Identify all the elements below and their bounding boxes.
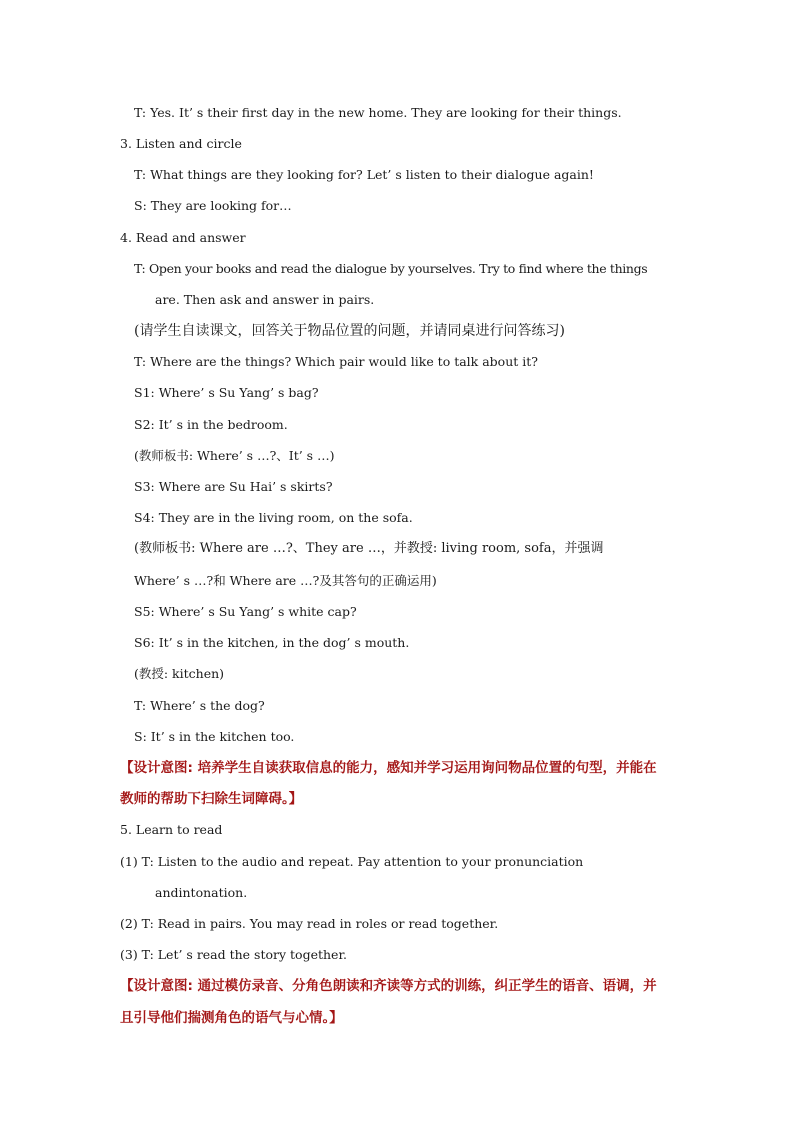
step-line: (1) T: Listen to the audio and repeat. Pay attention to your pronunciation [120,854,584,869]
student-line: S4: They are in the living room, on the sofa. [134,510,413,525]
teacher-line: T: Open your books and read the dialogue by yourselves. Try to find where the things [134,261,648,276]
board-note: (教师板书: Where’ s …?、It’ s …) [134,448,335,463]
student-line: S1: Where’ s Su Yang’ s bag? [134,385,319,400]
design-intent-note-continued: 且引导他们揣测角色的语气与心情。】 [120,1010,343,1026]
teacher-line: T: Where are the things? Which pair would like to talk about it? [134,354,538,369]
teaching-note: (教授: kitchen) [134,666,225,681]
student-line: S: It’ s in the kitchen too. [134,729,295,744]
teacher-line: T: What things are they looking for? Let’ s listen to their dialogue again! [134,167,594,182]
student-line: S: They are looking for… [134,198,292,213]
chinese-note: (请学生自读课文，回答关于物品位置的问题，并请同桌进行问答练习) [134,323,565,339]
student-line: S6: It’ s in the kitchen, in the dog’ s mouth. [134,635,410,650]
teacher-line: T: Where’ s the dog? [134,698,265,713]
teacher-line-continued: are. Then ask and answer in pairs. [155,292,375,307]
student-line: S5: Where’ s Su Yang’ s white cap? [134,604,357,619]
section-heading: 5. Learn to read [120,822,223,837]
step-line: (3) T: Let’ s read the story together. [120,947,348,962]
design-intent-note-continued: 教师的帮助下扫除生词障碍。】 [120,791,303,807]
board-note-continued: Where’ s …?和 Where are …?及其答句的正确运用) [134,573,437,588]
step-line: (2) T: Read in pairs. You may read in roles or read together. [120,916,499,931]
student-line: S3: Where are Su Hai’ s skirts? [134,479,333,494]
teacher-line: T: Yes. It’ s their first day in the new home. They are looking for their things. [134,105,622,120]
design-intent-note: 【设计意图: 通过模仿录音、分角色朗读和齐读等方式的训练，纠正学生的语音、语调，并 [120,978,657,994]
section-heading: 4. Read and answer [120,230,246,245]
section-heading: 3. Listen and circle [120,136,242,151]
step-line-continued: andintonation. [155,885,248,900]
board-note: (教师板书: Where are …?、They are …，并教授: living room, sofa，并强调 [134,541,604,556]
student-line: S2: It’ s in the bedroom. [134,417,288,432]
design-intent-note: 【设计意图: 培养学生自读获取信息的能力，感知并学习运用询问物品位置的句型，并能在 [120,760,657,776]
